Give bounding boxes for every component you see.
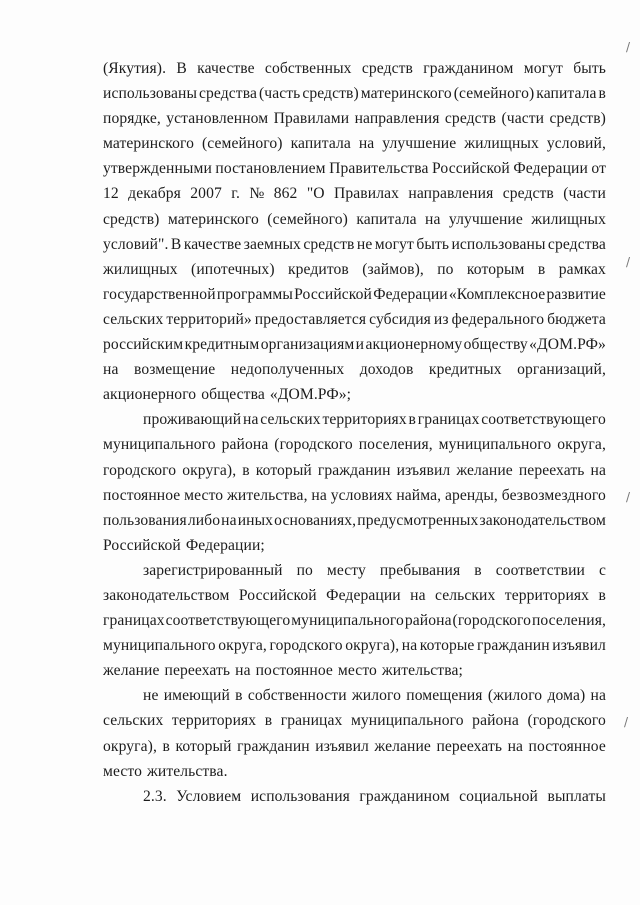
text-line: округа), в который гражданин изъявил желание переехать на постоянное xyxy=(103,737,606,755)
text-line: средств) материнского (семейного) капитала на улучшение жилищных xyxy=(103,210,606,228)
text-line: муниципального района (городского поселения, муниципального округа, xyxy=(103,436,606,454)
text-line: утвержденными постановлением Правительства Российской Федерации от xyxy=(103,160,606,178)
text-line: 2.3. Условием использования гражданином социальной выплаты xyxy=(143,787,606,805)
text-line: акционерного общества «ДОМ.РФ»; xyxy=(103,386,352,404)
scan-mark: / xyxy=(624,715,629,729)
scan-mark: / xyxy=(626,255,631,269)
text-line: российским кредитным организациям и акционерному обществу «ДОМ.РФ» xyxy=(103,336,606,354)
text-line: 12 декабря 2007 г. № 862 "О Правилах направления средств (части xyxy=(103,185,606,203)
text-line: государственной программы Российской Федерации «Комплексное развитие xyxy=(103,285,606,303)
text-line: на возмещение недополученных доходов кредитных организаций, xyxy=(103,361,606,379)
text-line: пользования либо на иных основаниях, предусмотренных законодательством xyxy=(103,511,606,529)
text-line: проживающий на сельских территориях в границах соответствующего xyxy=(143,411,606,429)
text-line: сельских территориях в границах муниципального района (городского xyxy=(103,712,606,730)
text-line: материнского (семейного) капитала на улучшение жилищных условий, xyxy=(103,135,606,153)
text-line: Российской Федерации; xyxy=(103,536,265,554)
text-line: место жительства. xyxy=(103,762,228,780)
document-text xyxy=(103,56,606,809)
scan-mark: / xyxy=(626,40,631,54)
text-line: законодательством Российской Федерации на сельских территориях в xyxy=(103,586,606,604)
text-line: не имеющий в собственности жилого помещения (жилого дома) на xyxy=(143,687,606,705)
text-line: условий". В качестве заемных средств не могут быть использованы средства xyxy=(103,235,606,253)
text-line: зарегистрированный по месту пребывания в соответствии с xyxy=(143,561,606,579)
text-line: постоянное место жительства, на условиях найма, аренды, безвозмездного xyxy=(103,486,606,504)
text-line: сельских территорий» предоставляется субсидия из федерального бюджета xyxy=(103,310,606,328)
text-line: желание переехать на постоянное место жительства; xyxy=(103,662,463,680)
text-line: городского округа), в который гражданин изъявил желание переехать на xyxy=(103,461,606,479)
scan-mark: / xyxy=(626,490,631,504)
text-line: порядке, установленном Правилами направления средств (части средств) xyxy=(103,110,606,128)
text-line: жилищных (ипотечных) кредитов (займов), по которым в рамках xyxy=(103,260,606,278)
text-line: границах соответствующего муниципального района (городского поселения, xyxy=(103,612,606,630)
text-line: (Якутия). В качестве собственных средств гражданином могут быть xyxy=(103,60,606,77)
text-line: муниципального округа, городского округа), на которые гражданин изъявил xyxy=(103,637,606,655)
text-line: использованы средства (часть средств) материнского (семейного) капитала в xyxy=(103,85,606,103)
